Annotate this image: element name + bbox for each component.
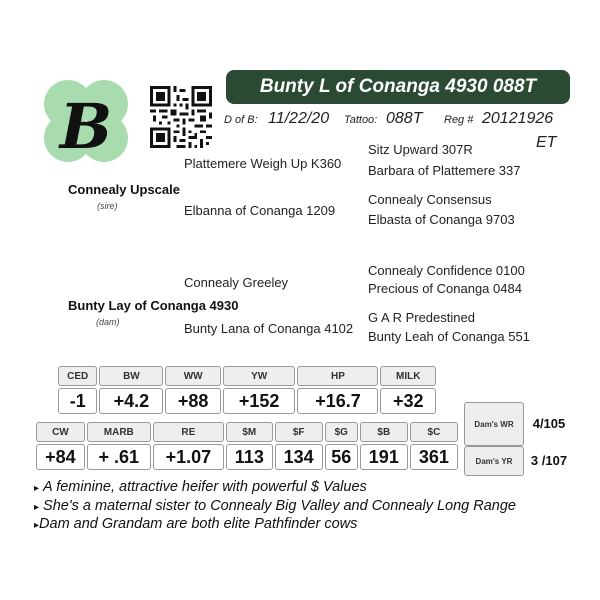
epd-value: 191 (360, 444, 408, 470)
epd-header: MILK (380, 366, 436, 386)
dam-yr-value: 3 /107 (530, 452, 568, 468)
dob-label: D of B: (224, 114, 258, 126)
qr-code-icon (150, 86, 212, 148)
ped-dam: Bunty Lay of Conanga 4930 (68, 298, 239, 313)
note-item (34, 479, 367, 495)
epd-header: CW (36, 422, 85, 442)
epd-value: 134 (275, 444, 323, 470)
epd-value-row (58, 388, 436, 414)
ped-ssd: Barbara of Plattemere 337 (368, 163, 521, 178)
dam-wr-value: 4/105 (532, 415, 566, 431)
epd-value: + .61 (87, 444, 151, 470)
epd-header-row (58, 366, 436, 386)
reg-label: Reg # (444, 114, 474, 126)
epd-header: MARB (87, 422, 151, 442)
et-marker: ET (536, 134, 557, 151)
tattoo-label: Tattoo: (344, 114, 378, 126)
dam-wr-label: Dam's WR (464, 402, 524, 446)
note-item (34, 498, 516, 514)
epd-value: +88 (165, 388, 220, 414)
bullet-icon: ▸ (34, 520, 40, 531)
epd-header-row (36, 422, 458, 442)
ped-dsd: Precious of Conanga 0484 (368, 281, 522, 296)
epd-header: $M (226, 422, 273, 442)
ped-dds: G A R Predestined (368, 310, 475, 325)
epd-value-row (36, 444, 458, 470)
epd-header: $B (360, 422, 408, 442)
farm-logo (34, 70, 138, 174)
bullet-icon: ▸ (34, 483, 40, 494)
epd-value: +16.7 (297, 388, 378, 414)
epd-table-2 (34, 420, 460, 472)
ped-sss: Sitz Upward 307R (368, 142, 473, 157)
ped-sire-label: (sire) (97, 201, 118, 211)
animal-title: Bunty L of Conanga 4930 088T (226, 70, 570, 104)
epd-header: BW (99, 366, 163, 386)
bullet-icon: ▸ (34, 502, 40, 513)
ped-ddd: Bunty Leah of Conanga 551 (368, 329, 530, 344)
epd-header: RE (153, 422, 224, 442)
epd-value: +4.2 (99, 388, 163, 414)
note-text: She's a maternal sister to Connealy Big Valley and Connealy Long Range (43, 498, 516, 514)
ped-dss: Connealy Confidence 0100 (368, 263, 525, 278)
ped-sire: Connealy Upscale (68, 182, 180, 197)
ped-dam-dam: Bunty Lana of Conanga 4102 (184, 321, 354, 336)
dob-value: 11/22/20 (268, 110, 330, 127)
epd-header: $F (275, 422, 323, 442)
ped-sds: Connealy Consensus (368, 192, 492, 207)
note-text: Dam and Grandam are both elite Pathfinder cows (39, 516, 358, 532)
ped-dam-label: (dam) (96, 317, 120, 327)
epd-header: CED (58, 366, 97, 386)
note-item (34, 516, 357, 532)
epd-value: 361 (410, 444, 458, 470)
ped-sire-sire: Plattemere Weigh Up K360 (184, 156, 342, 171)
epd-table-1 (56, 364, 438, 416)
epd-value: +32 (380, 388, 436, 414)
epd-value: +84 (36, 444, 85, 470)
epd-value: +1.07 (153, 444, 224, 470)
epd-value: 56 (325, 444, 358, 470)
epd-header: WW (165, 366, 220, 386)
reg-value: 20121926 (482, 110, 554, 127)
tattoo-value: 088T (386, 110, 423, 127)
epd-value: +152 (223, 388, 296, 414)
epd-header: HP (297, 366, 378, 386)
epd-value: 113 (226, 444, 273, 470)
clover-icon (34, 70, 138, 174)
ped-dam-sire: Connealy Greeley (184, 275, 289, 290)
epd-value: -1 (58, 388, 97, 414)
ped-sdd: Elbasta of Conanga 9703 (368, 212, 515, 227)
ped-sire-dam: Elbanna of Conanga 1209 (184, 203, 336, 218)
epd-header: $C (410, 422, 458, 442)
epd-header: $G (325, 422, 358, 442)
note-text: A feminine, attractive heifer with powerful $ Values (43, 479, 367, 495)
logo-letter: B (59, 90, 113, 163)
dam-yr-label: Dam's YR (464, 446, 524, 476)
epd-header: YW (223, 366, 296, 386)
